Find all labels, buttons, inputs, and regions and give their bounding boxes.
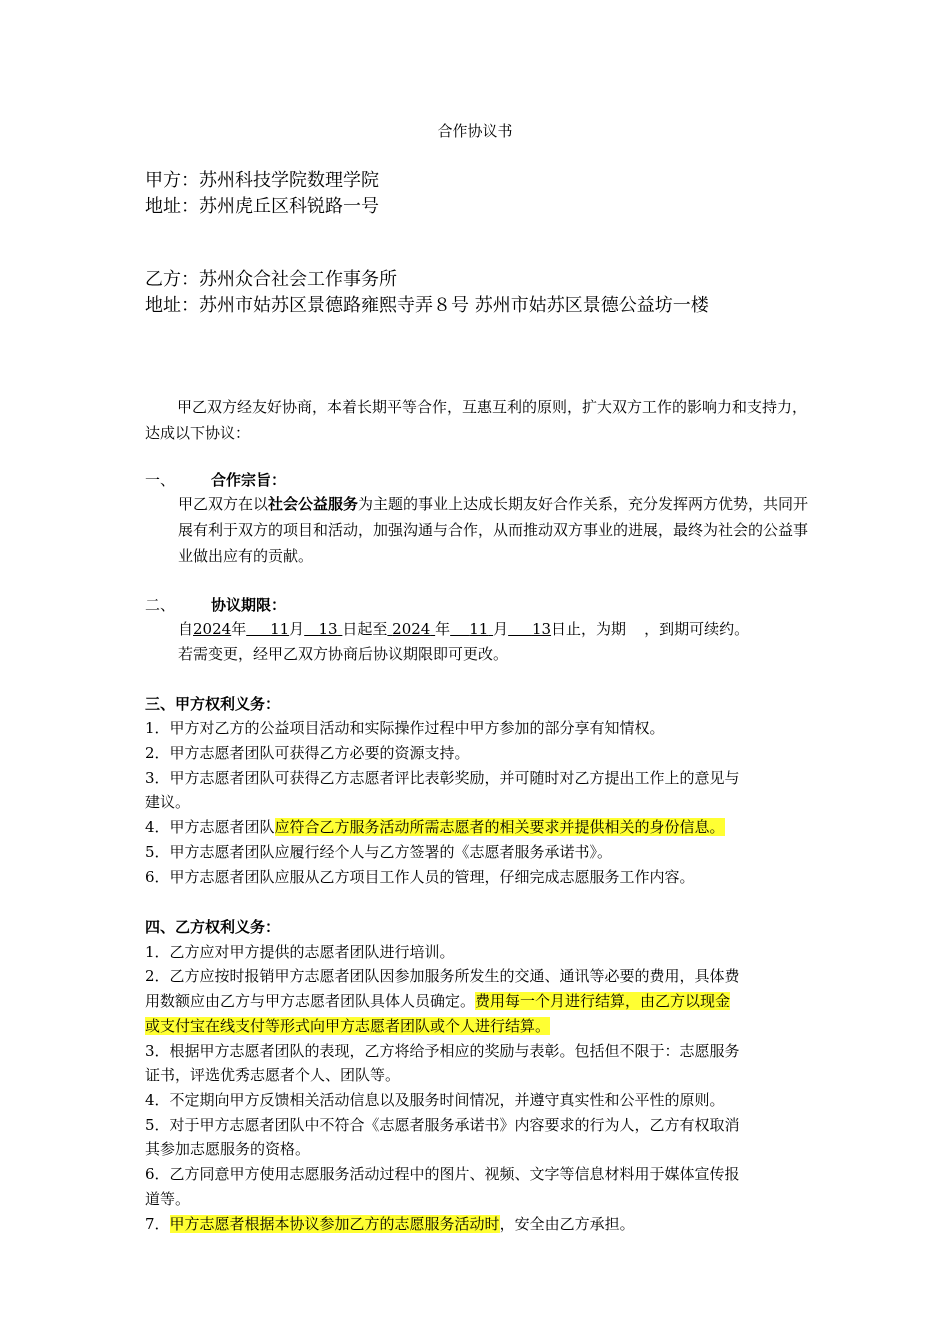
start-suffix: 日起至: [342, 620, 388, 638]
section1-title: 合作宗旨：: [211, 471, 287, 489]
section3-item-3: 3．甲方志愿者团队可获得乙方志愿者评比表彰奖励，并可随时对乙方提出工作上的意见与: [145, 769, 740, 787]
term-from: 自: [178, 620, 194, 638]
section4-item-5-cont: 其参加志愿服务的资格。: [145, 1140, 311, 1158]
section2-number: 二、: [145, 596, 176, 614]
section2-heading: [145, 593, 286, 617]
section4-item-5: 5．对于甲方志愿者团队中不符合《志愿者服务承诺书》内容要求的行为人，乙方有权取消: [145, 1116, 740, 1134]
highlight-text: 费用每一个月进行结算，由乙方以现金: [475, 992, 731, 1010]
highlight-text: 应符合乙方服务活动所需志愿者的相关要求并提供相关的身份信息。: [274, 818, 725, 836]
section4-item-6-cont: 道等。: [145, 1190, 191, 1208]
year-char-2: 年: [435, 620, 451, 638]
section4-item-2: 2．乙方应按时报销甲方志愿者团队因参加服务所发生的交通、通讯等必要的费用，具体费: [145, 967, 740, 985]
section4-item-3-cont: 证书，评选优秀志愿者个人、团队等。: [145, 1066, 401, 1084]
intro-paragraph: 甲乙双方经友好协商，本着长期平等合作，互惠互利的原则，扩大双方工作的影响力和支持力，达成以下协议：: [145, 398, 808, 442]
section4-item-2-cont2: [145, 1014, 550, 1038]
party-b-address: 地址：苏州市姑苏区景德路雍熙寺弄８号 苏州市姑苏区景德公益坊一楼: [145, 295, 709, 316]
month-char: 月: [289, 620, 305, 638]
section1-body: [178, 491, 818, 569]
year-char: 年: [231, 620, 247, 638]
section3-item-4: 4．甲方志愿者团队应符合乙方服务活动所需志愿者的相关要求并提供相关的身份信息。: [145, 818, 725, 836]
section1-body-pre: 甲乙双方在以: [178, 495, 269, 513]
end-year: 2024: [392, 620, 431, 638]
section4-item-3: 3．根据甲方志愿者团队的表现，乙方将给予相应的奖励与表彰。包括但不限于：志愿服务: [145, 1042, 740, 1060]
section3-item-1: 1．甲方对乙方的公益项目活动和实际操作过程中甲方参加的部分享有知情权。: [145, 719, 665, 737]
section2-title: 协议期限：: [211, 596, 287, 614]
section4-heading: 四、乙方权利义务：: [145, 918, 281, 936]
agreement-term-line: [178, 617, 749, 641]
end-day: 13: [531, 620, 552, 638]
section3-item-3-cont: 建议。: [145, 793, 191, 811]
section4-item-6: 6．乙方同意甲方使用志愿服务活动过程中的图片、视频、文字等信息材料用于媒体宣传报: [145, 1165, 740, 1183]
end-month: 11: [469, 620, 489, 638]
start-day: 13: [318, 620, 338, 638]
party-b-name: 乙方：苏州众合社会工作事务所: [145, 269, 397, 290]
party-a-address: 地址：苏州虎丘区科锐路一号: [145, 196, 379, 217]
section3-item-6: 6．甲方志愿者团队应服从乙方项目工作人员的管理，仔细完成志愿服务工作内容。: [145, 868, 695, 886]
party-a-name: 甲方：苏州科技学院数理学院: [145, 170, 379, 191]
section1-body-bold: 社会公益服务: [268, 495, 359, 513]
section4-item-4: 4．不定期向甲方反馈相关活动信息以及服务时间情况，并遵守真实性和公平性的原则。: [145, 1091, 725, 1109]
end-suffix: 日止，为期: [551, 620, 627, 638]
section4-item-2-cont: 用数额应由乙方与甲方志愿者团队具体人员确定。费用每一个月进行结算，由乙方以现金: [145, 992, 731, 1010]
start-year: 2024: [193, 620, 232, 638]
highlight-text: 甲方志愿者根据本协议参加乙方的志愿服务活动时: [169, 1215, 500, 1233]
section1-body-post: 为主题的事业上达成长期友好合作关系，充分发挥两方优势，共同开展有利于双方的项目和活动，加强沟通与合作，从而推动双方事业的进展，最终为社会的公益事业做出应有的贡献。: [178, 495, 809, 565]
section3-item-2: 2．甲方志愿者团队可获得乙方必要的资源支持。: [145, 744, 470, 762]
month-char-2: 月: [493, 620, 509, 638]
section4-item-7: 7．甲方志愿者根据本协议参加乙方的志愿服务活动时，安全由乙方承担。: [145, 1215, 635, 1233]
section3-item-5: 5．甲方志愿者团队应履行经个人与乙方签署的《志愿者服务承诺书》。: [145, 843, 613, 861]
section2-change-note: 若需变更，经甲乙双方协商后协议期限即可更改。: [178, 645, 509, 663]
start-month: 11: [270, 620, 290, 638]
document-title: 合作协议书: [437, 122, 513, 140]
term-tail: ，到期可续约。: [644, 620, 750, 638]
highlight-text: 或支付宝在线支付等形式向甲方志愿者团队或个人进行结算。: [145, 1017, 551, 1035]
section1-heading: [145, 468, 286, 492]
section1-number: 一、: [145, 471, 176, 489]
section3-heading: 三、甲方权利义务：: [145, 695, 281, 713]
section4-item-1: 1．乙方应对甲方提供的志愿者团队进行培训。: [145, 943, 455, 961]
